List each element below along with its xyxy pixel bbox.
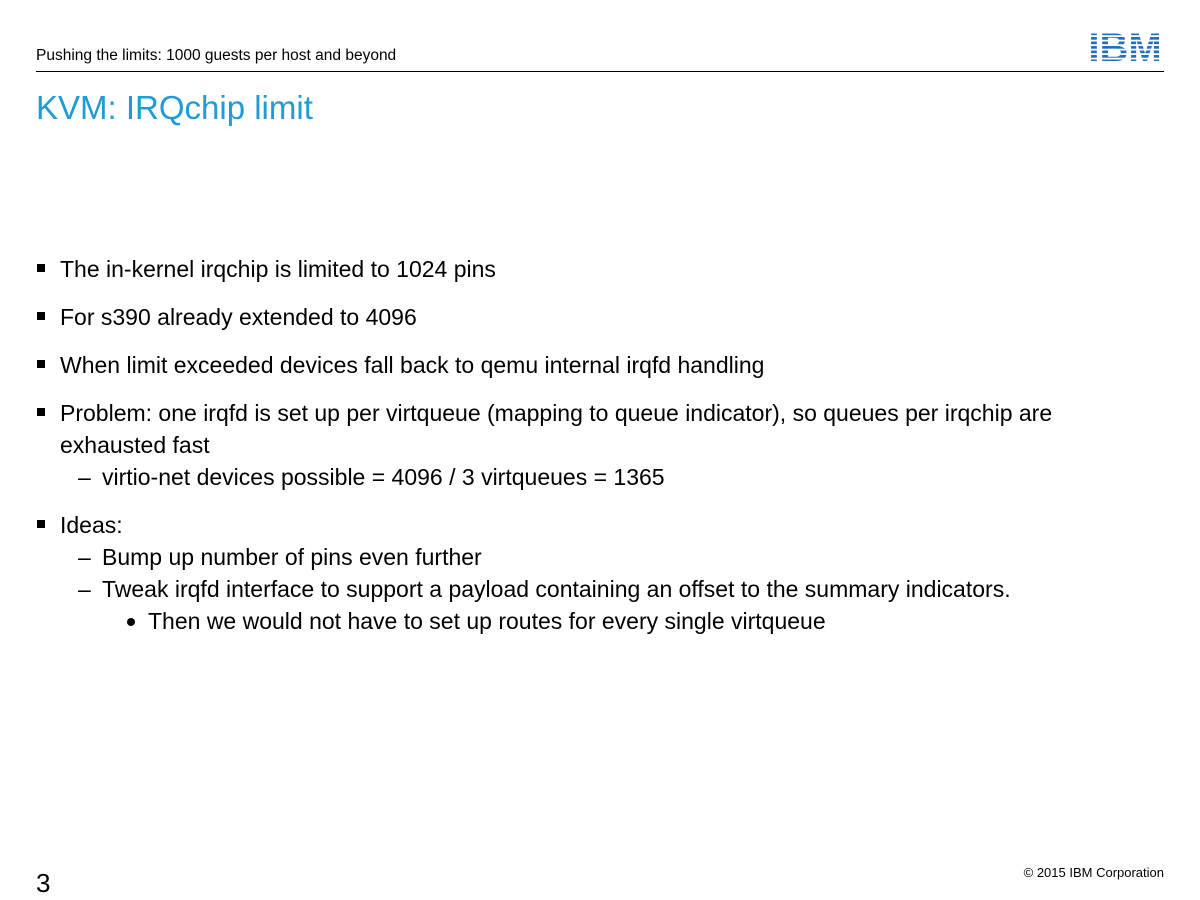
slide-content [36,253,1136,653]
sub-sub-bullet-item [36,605,1136,637]
bullet-text: Problem: one irqfd is set up per virtqueue (mapping to queue indicator), so queues per irqchip are exhausted fast [60,400,1053,458]
dash-bullet-icon: – [78,464,91,490]
bullet-item [36,253,1136,285]
sub-bullet-text: virtio-net devices possible = 4096 / 3 virtqueues = 1365 [102,464,665,490]
page-number: 3 [36,868,51,898]
ibm-logo [1084,28,1166,64]
bullet-item [36,301,1136,333]
square-bullet-icon [37,312,45,320]
sub-bullet-item [36,541,1136,573]
sub-bullet-item [36,461,1136,493]
header-divider [36,71,1164,72]
square-bullet-icon [37,520,45,528]
header-subtitle: Pushing the limits: 1000 guests per host and beyond [36,47,397,64]
bullet-item [36,349,1136,381]
slide-title: KVM: IRQchip limit [36,89,313,126]
square-bullet-icon [37,408,45,416]
copyright-notice: © 2015 IBM Corporation [1023,865,1164,880]
dot-bullet-icon [127,618,135,626]
dash-bullet-icon: – [78,544,91,570]
sub-sub-bullet-text: Then we would not have to set up routes for every single virtqueue [148,608,826,634]
bullet-text: Ideas: [60,512,123,538]
sub-bullet-list [36,541,1136,637]
sub-bullet-text: Bump up number of pins even further [102,544,482,570]
bullet-item [36,397,1136,493]
sub-bullet-list [36,461,1136,493]
bullet-item [36,509,1136,637]
square-bullet-icon [37,360,45,368]
bullet-text: For s390 already extended to 4096 [60,304,417,330]
bullet-text: When limit exceeded devices fall back to qemu internal irqfd handling [60,352,765,378]
sub-bullet-item [36,573,1136,605]
bullet-text: The in-kernel irqchip is limited to 1024 pins [60,256,496,282]
sub-bullet-text: Tweak irqfd interface to support a payload containing an offset to the summary indicators. [102,576,1011,602]
ibm-logo-text: IBM [1088,28,1162,64]
dash-bullet-icon: – [78,576,91,602]
square-bullet-icon [37,264,45,272]
